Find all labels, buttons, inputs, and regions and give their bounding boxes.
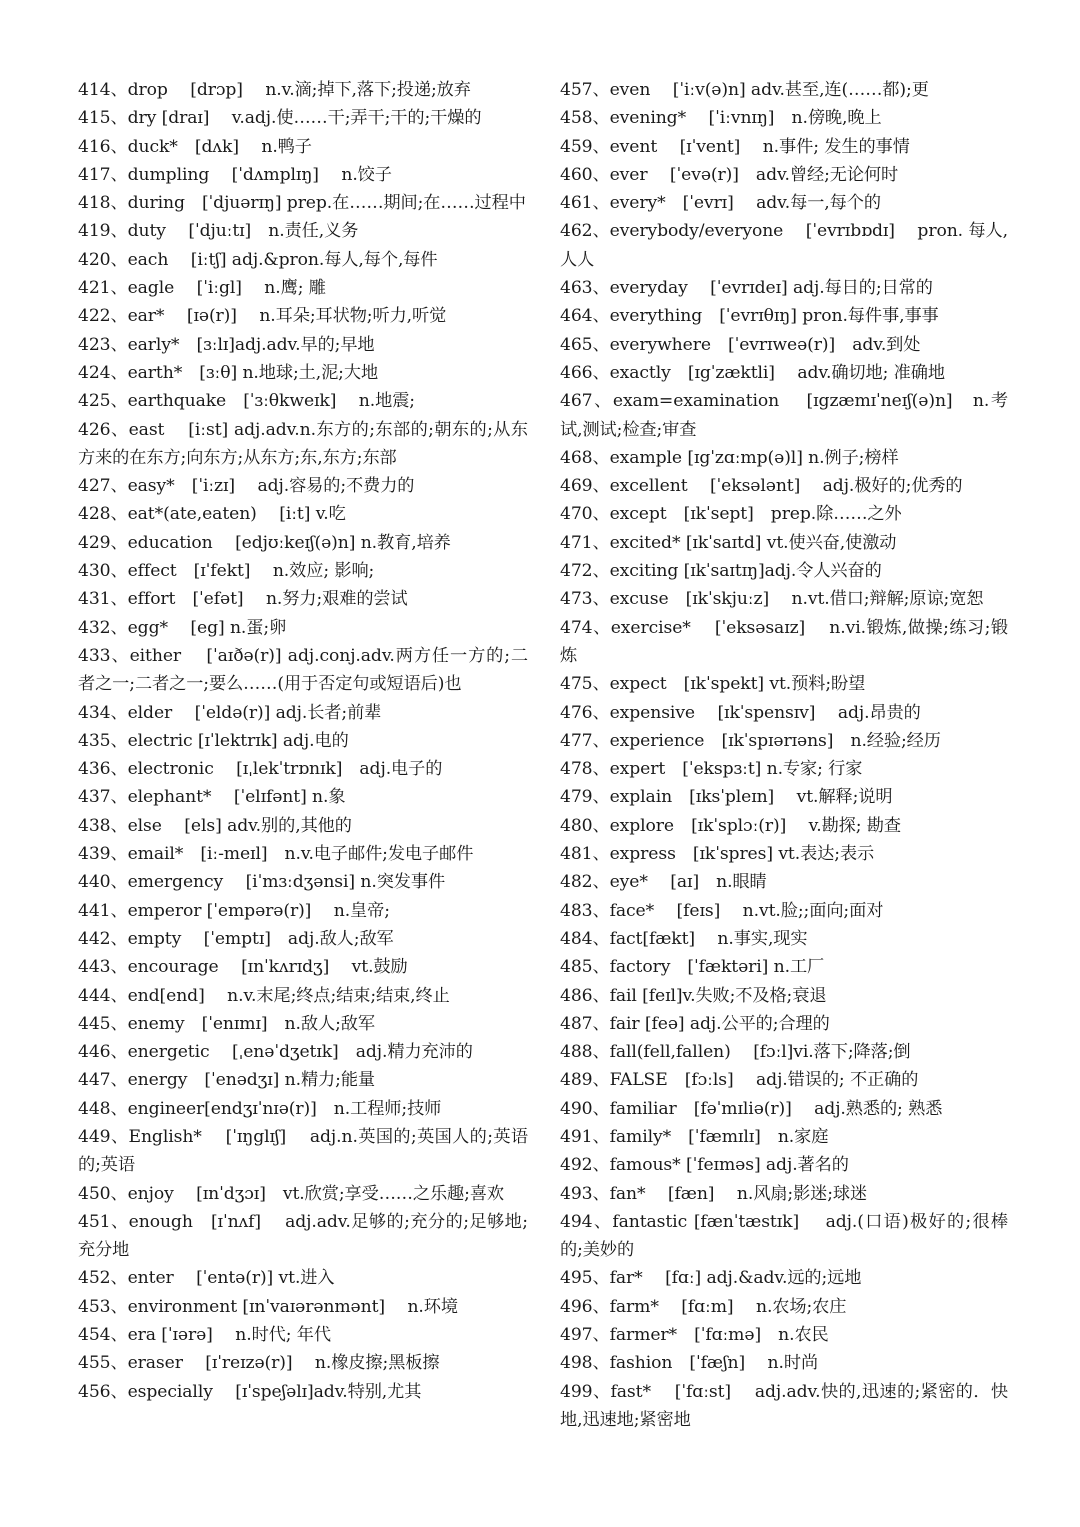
vocab-entry: 433、either [ˈaɪðə(r)] adj.conj.adv.两方任一方的;二者之一;二者之一;要么……(用于否定句或短语后)也 (78, 645, 528, 695)
vocab-entry: 439、email* [iː-meɪl] n.v.电子邮件;发电子邮件 (78, 844, 474, 865)
vocab-entry: 415、dry [draɪ] v.adj.使……干;弄干;干的;干燥的 (78, 108, 482, 129)
vocab-entry: 479、explain [ɪksˈpleɪn] vt.解释;说明 (560, 787, 893, 808)
vocab-entry: 430、effect [ɪˈfekt] n.效应; 影响; (78, 561, 375, 582)
vocab-entry: 436、electronic [ɪˌlekˈtrɒnɪk] adj.电子的 (78, 759, 443, 780)
vocab-entry: 498、fashion [ˈfæʃn] n.时尚 (560, 1353, 819, 1374)
vocab-entry: 459、event [ɪˈvent] n.事件; 发生的事情 (560, 136, 910, 157)
vocab-entry: 471、excited* [ɪkˈsaɪtd] vt.使兴奋,使激动 (560, 532, 897, 553)
vocab-entry: 442、empty [ˈemptɪ] adj.敌人;敌军 (78, 928, 394, 949)
vocab-entry: 457、even [ˈiːv(ə)n] adv.甚至,连(……都);更 (560, 80, 929, 100)
vocab-entry: 429、education [edjʊːkeɪʃ(ə)n] n.教育,培养 (78, 532, 451, 553)
vocab-entry: 465、everywhere [ˈevrɪweə(r)] adv.到处 (560, 334, 921, 355)
vocab-entry: 474、exercise* [ˈeksəsaɪz] n.vi.锻炼,做操;练习;锻炼 (560, 617, 1008, 666)
vocab-entry: 446、energetic [ˌenəˈdʒetɪk] adj.精力充沛的 (78, 1042, 473, 1063)
vocab-entry: 440、emergency [iˈmɜːdʒənsi] n.突发事件 (78, 872, 446, 893)
vocab-entry: 480、explore [ɪkˈsplɔː(r)] v.勘探; 勘查 (560, 815, 901, 836)
vocab-entry: 449、English* [ˈɪŋglɪʃ] adj.n.英国的;英国人的;英语的;英语 (78, 1126, 528, 1176)
vocab-entry: 496、farm* [fɑːm] n.农场;农庄 (560, 1296, 847, 1317)
vocab-entry: 476、expensive [ɪkˈspensɪv] adj.昂贵的 (560, 702, 921, 723)
vocab-entry: 431、effort [ˈefət] n.努力;艰难的尝试 (78, 589, 408, 610)
vocab-entry: 481、express [ɪkˈspres] vt.表达;表示 (560, 844, 875, 865)
vocab-entry: 423、early* [ɜːlɪ]adj.adv.早的;早地 (78, 334, 375, 355)
vocab-entry: 425、earthquake [ˈɜːθkweɪk] n.地震; (78, 391, 415, 412)
vocab-entry: 450、enjoy [ɪnˈdʒɔɪ] vt.欣赏;享受……之乐趣;喜欢 (78, 1183, 505, 1204)
vocab-entry: 455、eraser [ɪˈreɪzə(r)] n.橡皮擦;黑板擦 (78, 1353, 440, 1374)
vocab-entry: 418、during [ˈdjuərɪŋ] prep.在……期间;在……过程中 (78, 193, 526, 214)
vocab-entry: 499、fast* [ˈfɑːst] adj.adv.快的,迅速的;紧密的．快地,迅速地;紧密地 (560, 1381, 1008, 1430)
vocab-entry: 437、elephant* [ˈelɪfənt] n.象 (78, 787, 346, 808)
vocab-entry: 492、famous* [ˈfeɪməs] adj.著名的 (560, 1155, 849, 1176)
vocab-entry: 483、face* [feɪs] n.vt.脸;;面向;面对 (560, 900, 884, 921)
vocab-entry: 419、duty [ˈdjuːtɪ] n.责任,义务 (78, 221, 359, 242)
vocab-entry: 494、fantastic [fænˈtæstɪk] adj.(口语)极好的;很棒的;美妙的 (560, 1211, 1008, 1261)
vocab-entry: 422、ear* [ɪə(r)] n.耳朵;耳状物;听力,听觉 (78, 306, 447, 327)
vocab-entry: 420、each [iːtʃ] adj.&pron.每人,每个,每件 (78, 249, 438, 270)
vocab-entry: 491、family* [ˈfæmɪlɪ] n.家庭 (560, 1126, 829, 1147)
vocab-entry: 451、enough [ɪˈnʌf] adj.adv.足够的;充分的;足够地;充分地 (78, 1211, 528, 1261)
vocab-entry: 444、end[end] n.v.末尾;终点;结束;结束,终止 (78, 985, 450, 1006)
vocab-entry: 497、farmer* [ˈfɑːmə] n.农民 (560, 1325, 829, 1346)
vocab-entry: 453、environment [ɪnˈvaɪərənmənt] n.环境 (78, 1296, 458, 1317)
vocab-entry: 485、factory [ˈfæktəri] n.工厂 (560, 957, 825, 978)
vocab-entry: 468、example [ɪgˈzɑːmp(ə)l] n.例子;榜样 (560, 447, 899, 468)
vocab-entry: 445、enemy [ˈenɪmɪ] n.敌人;敌军 (78, 1013, 375, 1034)
vocab-entry: 463、everyday [ˈevrɪdeɪ] adj.每日的;日常的 (560, 278, 933, 299)
vocab-entry: 472、exciting [ɪkˈsaɪtɪŋ]adj.令人兴奋的 (560, 561, 882, 582)
vocab-entry: 478、expert [ˈekspɜːt] n.专家; 行家 (560, 759, 863, 780)
vocab-entry: 447、energy [ˈenədʒɪ] n.精力;能量 (78, 1070, 376, 1091)
vocab-entry: 462、everybody/everyone [ˈevrɪbɒdɪ] pron. 每人, 人人 (560, 221, 1014, 270)
vocab-entry: 464、everything [ˈevrɪθɪŋ] pron.每件事,事事 (560, 306, 939, 327)
vocab-entry: 477、experience [ɪkˈspɪərɪəns] n.经验;经历 (560, 730, 941, 751)
vocab-entry: 484、fact[fækt] n.事实,现实 (560, 928, 808, 949)
vocab-entry: 424、earth* [ɜːθ] n.地球;土,泥;大地 (78, 362, 379, 383)
vocab-entry: 416、duck* [dʌk] n.鸭子 (78, 136, 312, 157)
vocab-entry: 432、egg* [eg] n.蛋;卵 (78, 617, 287, 638)
vocab-entry: 426、east [iːst] adj.adv.n.东方的;东部的;朝东的;从东方来的在东方;向东方;从东方;东,东方;东部 (78, 419, 528, 468)
vocab-entry: 488、fall(fell,fallen) [fɔːl]vi.落下;降落;倒 (560, 1042, 911, 1063)
vocab-entry: 438、else [els] adv.别的,其他的 (78, 815, 352, 836)
vocab-entry: 427、easy* [ˈiːzɪ] adj.容易的;不费力的 (78, 476, 415, 497)
vocab-entry: 490、familiar [fəˈmɪliə(r)] adj.熟悉的; 熟悉 (560, 1098, 943, 1119)
right-column (560, 76, 1014, 1434)
vocab-entry: 421、eagle [ˈiːgl] n.鹰; 雕 (78, 278, 326, 299)
vocab-entry: 417、dumpling [ˈdʌmplɪŋ] n.饺子 (78, 164, 392, 185)
vocab-entry: 456、especially [ɪˈspeʃəlɪ]adv.特别,尤其 (78, 1381, 422, 1402)
vocab-entry: 458、evening* [ˈiːvnɪŋ] n.傍晚,晚上 (560, 108, 882, 129)
vocab-entry: 470、except [ɪkˈsept] prep.除……之外 (560, 504, 902, 525)
vocab-entry: 448、engineer[endʒɪˈnɪə(r)] n.工程师;技师 (78, 1098, 442, 1119)
vocab-entry: 482、eye* [aɪ] n.眼睛 (560, 872, 767, 893)
vocab-entry: 454、era [ˈɪərə] n.时代; 年代 (78, 1325, 331, 1346)
vocab-entry: 460、ever [ˈevə(r)] adv.曾经;无论何时 (560, 164, 899, 185)
left-column (78, 76, 528, 1406)
vocab-entry: 486、fail [feɪl]v.失败;不及格;衰退 (560, 985, 827, 1006)
vocab-entry: 461、every* [ˈevrɪ] adv.每一,每个的 (560, 193, 881, 214)
vocab-entry: 467、exam=examination [ɪgzæmɪˈneɪʃ(ə)n] n.考试,测试;检查;审查 (560, 391, 1008, 440)
vocab-entry: 466、exactly [ɪgˈzæktli] adv.确切地; 准确地 (560, 362, 945, 383)
vocab-entry: 495、far* [fɑː] adj.&adv.远的;远地 (560, 1268, 862, 1289)
vocab-entry: 475、expect [ɪkˈspekt] vt.预料;盼望 (560, 674, 866, 695)
vocab-entry: 473、excuse [ɪkˈskjuːz] n.vt.借口;辩解;原谅;宽恕 (560, 589, 984, 610)
vocab-entry: 441、emperor [ˈempərə(r)] n.皇帝; (78, 900, 390, 921)
vocab-entry: 414、drop [drɔp] n.v.滴;掉下,落下;投递;放弃 (78, 80, 471, 100)
vocab-entry: 489、FALSE [fɔːls] adj.错误的; 不正确的 (560, 1070, 919, 1091)
vocab-entry: 443、encourage [ɪnˈkʌrɪdʒ] vt.鼓励 (78, 957, 408, 978)
vocab-entry: 469、excellent [ˈeksələnt] adj.极好的;优秀的 (560, 476, 963, 497)
vocab-entry: 435、electric [ɪˈlektrɪk] adj.电的 (78, 730, 349, 751)
vocab-entry: 487、fair [feə] adj.公平的;合理的 (560, 1013, 830, 1034)
vocab-entry: 452、enter [ˈentə(r)] vt.进入 (78, 1268, 335, 1289)
vocab-entry: 428、eat*(ate,eaten) [iːt] v.吃 (78, 504, 346, 525)
vocab-entry: 434、elder [ˈeldə(r)] adj.长者;前辈 (78, 702, 382, 723)
vocab-entry: 493、fan* [fæn] n.风扇;影迷;球迷 (560, 1183, 868, 1204)
